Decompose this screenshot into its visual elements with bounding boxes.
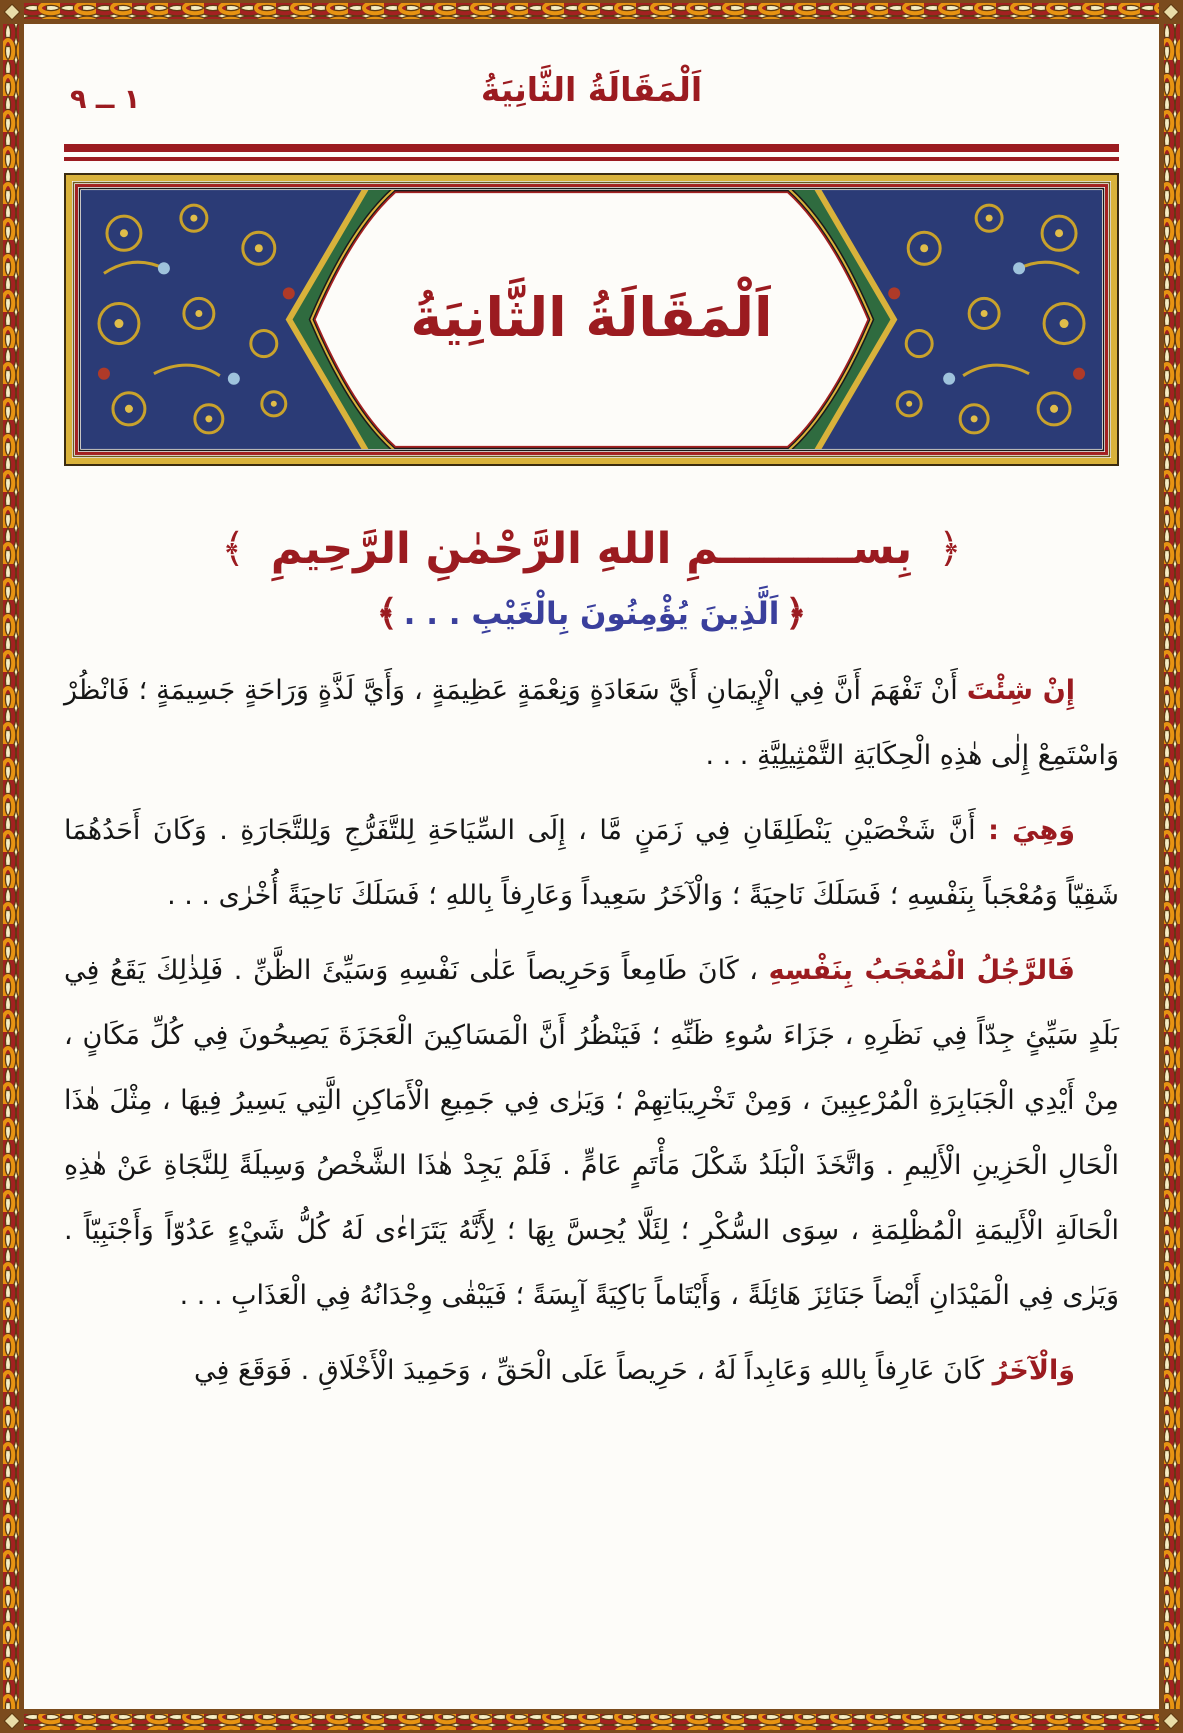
basmala	[64, 524, 1119, 574]
paragraph-lead: وَهِيَ :	[988, 815, 1075, 846]
paragraph	[64, 1338, 1119, 1403]
paragraph-lead: وَالْآخَرُ	[992, 1355, 1075, 1386]
paragraph-lead: فَالرَّجُلُ الْمُعْجَبُ بِنَفْسِهِ	[768, 955, 1075, 986]
paragraph-body: ، كَانَ طَامِعاً وَحَرِيصاً عَلٰى نَفْسِهِ وَسَيِّئَ الظَّنِّ . فَلِذٰلِكَ يَقَعُ فِي بَلَدٍ سَيِّئٍ جِدّاً فِي نَظَرِهِ ، جَزَاءَ سُوءِ ظَنِّهِ ؛ فَيَنْظُرُ أَنَّ الْمَسَاكِينَ الْعَجَزَةَ يَصِيحُونَ فِي كُلِّ مَكَانٍ ، مِنْ أَيْدِي الْجَبَابِرَةِ الْمُرْعِبِينَ ، وَمِنْ تَخْرِيبَاتِهِمْ ؛ وَيَرٰى فِي جَمِيعِ الْأَمَاكِنِ الَّتِي يَسِيرُ فِيهَا ، مِثْلَ هٰذَا الْحَالِ الْحَزِينِ الْأَلِيمِ . وَاتَّخَذَ الْبَلَدُ شَكْلَ مَأْتَمٍ عَامٍّ . فَلَمْ يَجِدْ هٰذَا الشَّخْصُ وَسِيلَةً لِلنَّجَاةِ عَنْ هٰذِهِ الْحَالَةِ الْأَلِيمَةِ الْمُظْلِمَةِ ، سِوَى السُّكْرِ ؛ لِئَلَّا يُحِسَّ بِهَا ؛ لِأَنَّهُ يَتَرَاءٰى لَهُ كُلُّ شَيْءٍ عَدُوّاً وَأَجْنَبِيّاً . وَيَرٰى فِي الْمَيْدَانِ أَيْضاً جَنَائِزَ هَائِلَةً ، وَأَيْتَاماً بَاكِيَةً آيِسَةً ؛ فَيَبْقٰى وِجْدَانُهُ فِي الْعَذَابِ . . .	[64, 955, 1119, 1311]
paragraph-body: كَانَ عَارِفاً بِاللهِ وَعَابِداً لَهُ ، حَرِيصاً عَلَى الْحَقِّ ، وَحَمِيدَ الْأَخْلَاقِ . فَوَقَعَ فِي	[193, 1355, 993, 1386]
illuminated-header-panel	[64, 173, 1119, 466]
basmala-text: بِســـــــــمِ اللهِ الرَّحْمٰنِ الرَّحِيمِ	[270, 524, 913, 574]
verse-bracket-open-icon: ﴿	[785, 593, 807, 634]
paragraph-lead: إِنْ شِئْتَ	[966, 675, 1075, 706]
border-corner-icon	[0, 0, 24, 24]
border-corner-icon	[0, 1709, 24, 1733]
ornamental-border-right	[1159, 24, 1183, 1709]
ornamental-border-left	[0, 24, 24, 1709]
page-range: ١ ــ ٩	[70, 84, 141, 115]
paragraph	[64, 658, 1119, 788]
page-header	[64, 70, 1119, 134]
paragraph	[64, 938, 1119, 1328]
divider-rule-thick	[64, 144, 1119, 152]
ornamental-border-bottom	[24, 1709, 1159, 1733]
verse-bracket-close-icon: ﴾	[376, 593, 398, 634]
verse-text: اَلَّذِينَ يُؤْمِنُونَ بِالْغَيْبِ . . .	[403, 596, 780, 632]
paragraph	[64, 798, 1119, 928]
body-text	[64, 658, 1119, 1403]
basmala-ornament-left-icon: ﴾	[221, 526, 245, 572]
ornamental-border-top	[24, 0, 1159, 24]
quran-verse	[64, 593, 1119, 634]
panel-title: اَلْمَقَالَةُ الثَّانِيَةُ	[410, 285, 773, 349]
border-corner-icon	[1159, 0, 1183, 24]
header-title: اَلْمَقَالَةُ الثَّانِيَةُ	[480, 70, 703, 109]
divider-rule-thin	[64, 157, 1119, 161]
paragraph-body: أَنَّ شَخْصَيْنِ يَنْطَلِقَانِ فِي زَمَنٍ مَّا ، إِلَى السِّيَاحَةِ لِلتَّفَرُّجِ وَلِلتَّجَارَةِ . وَكَانَ أَحَدُهُمَا شَقِيّاً وَمُعْجَباً بِنَفْسِهِ ؛ فَسَلَكَ نَاحِيَةً ؛ وَالْآخَرُ سَعِيداً وَعَارِفاً بِاللهِ ؛ فَسَلَكَ نَاحِيَةً أُخْرٰى . . .	[64, 815, 1119, 911]
paragraph-body: أَنْ تَفْهَمَ أَنَّ فِي الْإِيمَانِ أَيَّ سَعَادَةٍ وَنِعْمَةٍ عَظِيمَةٍ ، وَأَيَّ لَذَّةٍ وَرَاحَةٍ جَسِيمَةٍ ؛ فَانْظُرْ وَاسْتَمِعْ إِلٰى هٰذِهِ الْحِكَايَةِ التَّمْثِيلِيَّةِ . . .	[64, 675, 1119, 771]
border-corner-icon	[1159, 1709, 1183, 1733]
page-content	[24, 24, 1159, 1709]
basmala-ornament-right-icon: ﴿	[938, 526, 962, 572]
